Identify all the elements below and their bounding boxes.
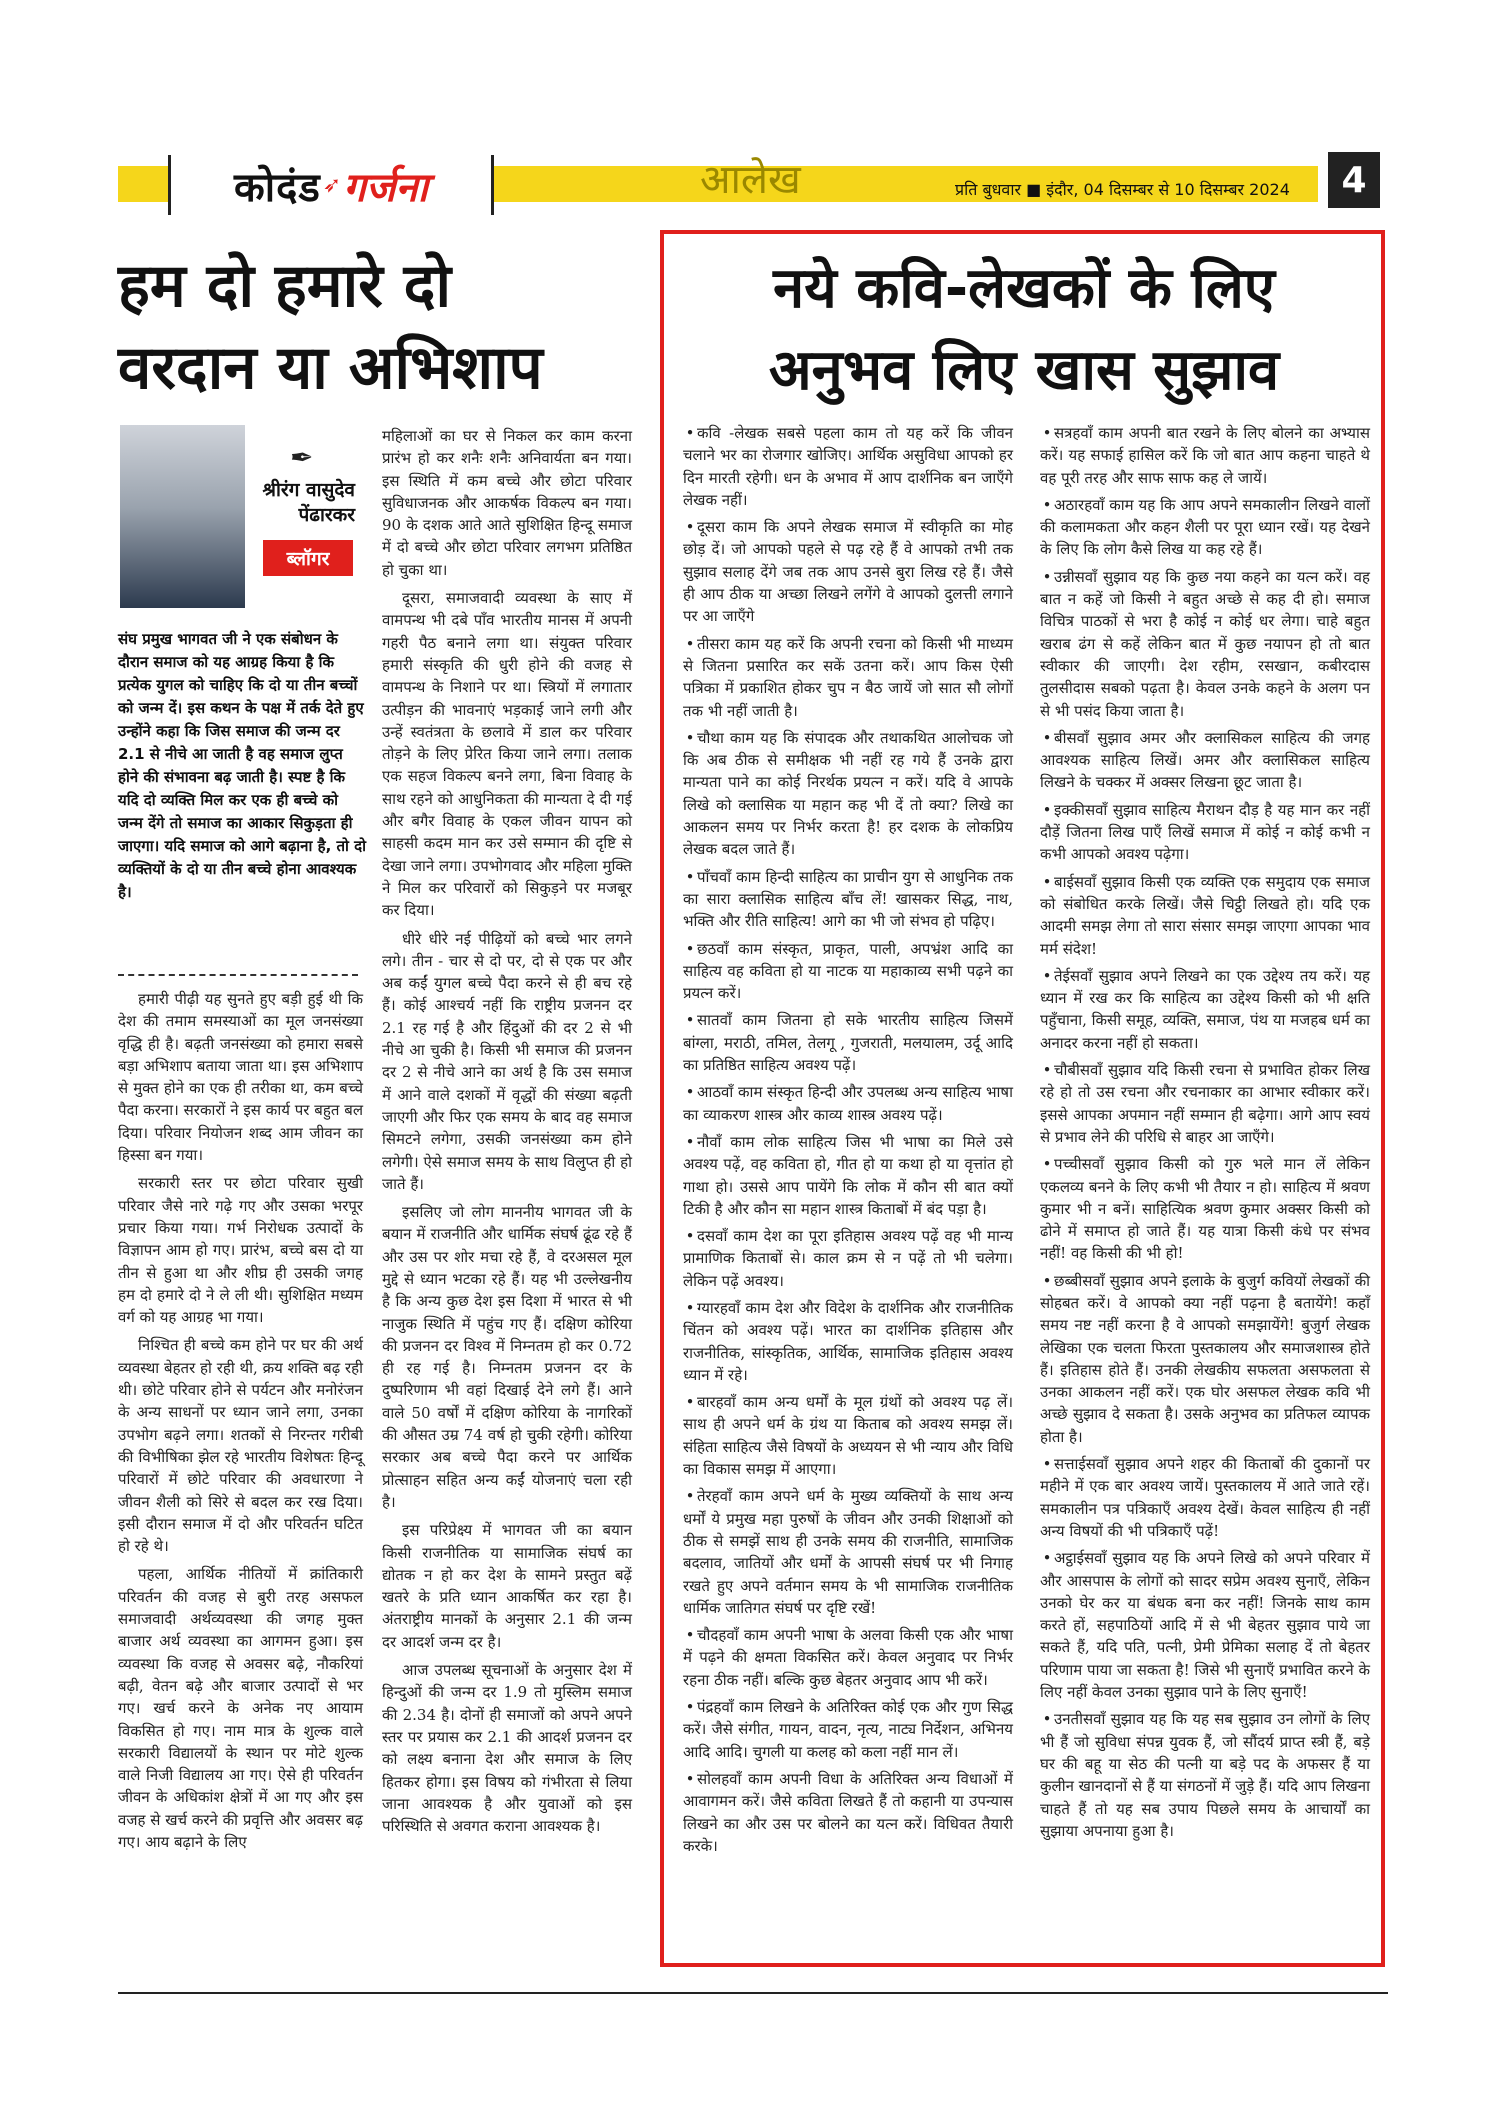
bullet-icon: • xyxy=(685,634,695,653)
section-label: आलेख xyxy=(700,157,801,203)
masthead-word-kodand: कोदंड xyxy=(234,164,321,211)
intro-divider xyxy=(118,974,358,976)
bullet-icon: • xyxy=(1042,1549,1052,1568)
left-article-column-1 xyxy=(118,988,363,1859)
bullet-icon: • xyxy=(1042,872,1052,891)
list-item: • पंद्रहवाँ काम लिखने के अतिरिक्त कोई एक और गुण सिद्ध करें। जैसे संगीत, गायन, वादन, नृत्य, नाट्य निर्देशन, अभिनय आदि आदि। चुगली या कलह को कला नहीं मान लें। xyxy=(683,1698,1013,1761)
list-item: • दसवाँ काम देश का पूरा इतिहास अवश्य पढ़ें वह भी मान्य प्रामाणिक किताबों से। काल क्रम से न पढ़ें तो भी चलेगा। लेकिन पढ़ें अवश्य। xyxy=(683,1227,1013,1290)
right-title-line-2: अनुभव लिए खास सुझाव xyxy=(768,338,1280,403)
left-article-intro: संघ प्रमुख भागवत जी ने एक संबोधन के दौरान समाज को यह आग्रह किया है कि प्रत्येक युगल को चाहिए कि दो या तीन बच्चों को जन्म दें। इस कथन के पक्ष में तर्क देते हुए उन्होंने कहा कि जिस समाज की जन्म दर 2.1 से नीचे आ जाती है वह समाज लुप्त होने की संभावना बढ़ जाती है। स्पष्ट है कि यदि दो व्यक्ति मिल कर एक ही बच्चे को जन्म देंगे तो समाज का आकार सिकुड़ता ही जाएगा। यदि समाज को आगे बढ़ाना है, तो दो व्यक्तियों के दो या तीन बच्चे होना आवश्यक है। xyxy=(118,630,367,901)
bullet-icon: • xyxy=(685,518,695,537)
list-item: • उन्नीसवाँ सुझाव यह कि कुछ नया कहने का यत्न करें। वह बात न कहें जो किसी ने बहुत अच्छे से कह दी हो। समाज विचित्र पाठकों से भरा है कोई न कोई धर लेगा। चाहे बहुत खराब ढंग से कहें लेकिन बात में कुछ नयापन हो तो बात स्वीकार की जाएगी। देश रहीम, रसखान, कबीरदास तुलसीदास सबको पढ़ता है। केवल उनके कहने के अलग पन से भी पसंद किया जाता है। xyxy=(1040,567,1370,720)
list-item: • तीसरा काम यह करें कि अपनी रचना को किसी भी माध्यम से जितना प्रसारित कर सकें उतना करें। आप किस ऐसी पत्रिका में प्रकाशित होकर चुप न बैठ जायें जो सात सौ लोगों तक भी नहीं जाती है। xyxy=(683,634,1013,720)
list-item: • अठारहवाँ काम यह कि आप अपने समकालीन लिखने वालों की कलामकता और कहन शैली पर पूरा ध्यान रखें। यह देखने के लिए कि लोग कैसे लिख या कह रहे हैं। xyxy=(1040,495,1370,559)
paragraph: हमारी पीढ़ी यह सुनते हुए बड़ी हुई थी कि देश की तमाम समस्याओं का मूल जनसंख्या वृद्धि ही है। बढ़ती जनसंख्या को हमारा सबसे बड़ा अभिशाप बताया जाता था। इस अभिशाप से मुक्त होने का एक ही तरीका था, कम बच्चे पैदा करना। सरकारों ने इस कार्य पर बहुत बल दिया। परिवार नियोजन शब्द आम जीवन का हिस्सा बन गया। xyxy=(118,990,363,1165)
bullet-icon: • xyxy=(685,939,695,958)
list-item: • सत्ताईसवाँ सुझाव अपने शहर की किताबों की दुकानों पर महीने में एक बार अवश्य जायें। पुस्तकालय में आते जाते रहें। समकालीन पत्र पत्रिकाएँ अवश्य देखें। केवल साहित्य ही नहीं अन्य विषयों की भी पत्रिकाएँ पढ़ें! xyxy=(1040,1455,1370,1540)
list-item: • बाईसवाँ सुझाव किसी एक व्यक्ति एक समुदाय एक समाज को संबोधित करके लिखें। जैसे चिट्ठी लिखते हो। यदि एक आदमी समझ लेगा तो सारा संसार समझ जाएगा आपका भाव मर्म संदेश! xyxy=(1040,872,1370,958)
masthead-logo xyxy=(168,155,494,215)
bullet-icon: • xyxy=(685,1393,695,1412)
list-item: • सातवाँ काम जितना हो सके भारतीय साहित्य जिसमें बांग्ला, मराठी, तमिल, तेलगू , गुजराती, मलयालम, उर्दू आदि का प्रतिष्ठित साहित्य अवश्य पढ़ें। xyxy=(683,1011,1013,1075)
bullet-icon: • xyxy=(1042,495,1052,514)
list-item: • दूसरा काम कि अपने लेखक समाज में स्वीकृति का मोह छोड़ दें। जो आपको पहले से पढ़ रहे हैं वे आपको तभी तक सुझाव सलाह देंगे जब तक आप उनसे बुरा लिख रहे हैं। जैसे ही आप ठीक या अच्छा लिखने लगेंगे वे आपको दुलत्ती लगाने पर आ जाएँगे xyxy=(683,518,1013,626)
bullet-icon: • xyxy=(1042,1271,1052,1290)
list-item: • आठवाँ काम संस्कृत हिन्दी और उपलब्ध अन्य साहित्य भाषा का व्याकरण शास्त्र और काव्य शास्त्र अवश्य पढ़ें। xyxy=(683,1083,1013,1124)
bullet-icon: • xyxy=(685,1487,695,1506)
paragraph: महिलाओं का घर से निकल कर काम करना प्रारंभ हो कर शनैः शनैः अनिवार्यता बन गया। इस स्थिति में कम बच्चे और छोटा परिवार सुविधाजनक और आकर्षक विकल्प बन गया। 90 के दशक आते आते सुशिक्षित हिन्दू समाज में दो बच्चे और छोटा परिवार लगभग प्रतिष्ठित हो चुका था। xyxy=(382,427,632,579)
right-article-column-1 xyxy=(683,422,1013,1862)
masthead-word-garjana: गर्जना xyxy=(343,164,428,211)
paragraph: निश्चित ही बच्चे कम होने पर घर की अर्थ व्यवस्था बेहतर हो रही थी, क्रय शक्ति बढ़ रही थी। छोटे परिवार होने से पर्यटन और मनोरंजन के अन्य साधनों पर ध्यान जाने लगा, उनका उपभोग बढ़ने लगा। शतकों से निरन्तर गरीबी की विभीषिका झेल रहे भारतीय विशेषतः हिन्दू परिवारों में छोटे परिवार की अवधारणा ने जीवन शैली को सिरे से बदल कर रख दिया। इसी दौरान समाज में दो और परिवर्तन घटित हो रहे थे। xyxy=(118,1336,363,1556)
paragraph: धीरे धीरे नई पीढ़ियों को बच्चे भार लगने लगे। तीन - चार से दो पर, दो से एक पर और अब कईं युगल बच्चे पैदा करने से ही बच रहे हैं। कोई आश्चर्य नहीं कि राष्ट्रीय प्रजनन दर 2.1 रह गई है और हिंदुओं की दर 2 से भी नीचे आ चुकी है। किसी भी समाज की प्रजनन दर 2 से नीचे आने का अर्थ है कि उस समाज में आने वाले दशकों में वृद्धों की संख्या बढ़ती जाएगी और फिर एक समय के बाद वह समाज सिमटने लगेगा, उसकी जनसंख्या कम होने लगेगी। ऐसे समाज समय के साथ विलुप्त ही हो जाते हैं। xyxy=(382,929,632,1193)
paragraph: पहला, आर्थिक नीतियों में क्रांतिकारी परिवर्तन की वजह से बुरी तरह असफल समाजवादी अर्थव्यवस्था की जगह मुक्त बाजार अर्थ व्यवस्था का आगमन हुआ। इस व्यवस्था कि वजह से अवसर बढ़े, नौकरियां बढ़ी, वेतन बढ़े और बाजार उत्पादों से भर गए। खर्च करने के अनेक नए आयाम विकसित हो गए। नाम मात्र के शुल्क वाले सरकारी विद्यालयों के स्थान पर मोटे शुल्क वाले निजी विद्यालय आ गए। ऐसे ही परिवर्तन जीवन के अधिकांश क्षेत्रों में आ गए और इस वजह से खर्च करने की प्रवृत्ति और अवसर बढ़ गए। आय बढ़ाने के लिए xyxy=(118,1565,363,1851)
bullet-icon: • xyxy=(685,1698,695,1717)
dateline: प्रति बुधवार ■ इंदौर, 04 दिसम्बर से 10 दिसम्बर 2024 xyxy=(955,180,1290,199)
list-item: • चौदहवाँ काम अपनी भाषा के अलवा किसी एक और भाषा में पढ़ने की क्षमता विकसित करें। केवल अनुवाद पर निर्भर रहना ठीक नहीं। बल्कि कुछ बेहतर अनुवाद आप भी करें। xyxy=(683,1626,1013,1689)
bullet-icon: • xyxy=(1042,1155,1052,1174)
bullet-icon: • xyxy=(685,1132,695,1151)
paragraph: सरकारी स्तर पर छोटा परिवार सुखी परिवार जैसे नारे गढ़े गए और उसका भरपूर प्रचार किया गया। गर्भ निरोधक उत्पादों के विज्ञापन आम हो गए। प्रारंभ, बच्चे बस दो या तीन से हुआ था और शीघ्र ही उसकी जगह हम दो हमारे दो ने ले ली थी। सुशिक्षित मध्यम वर्ग को यह आग्रह भा गया। xyxy=(118,1174,363,1327)
left-article-title xyxy=(118,245,648,409)
list-item: • पच्चीसवाँ सुझाव किसी को गुरु भले मान लें लेकिन एकलव्य बनने के लिए कभी भी तैयार न हो। साहित्य में श्रवण कुमार भी न बनें। साहित्यिक श्रवण कुमार अक्सर किसी को ढोने में समाप्त हो जाते हैं। यह यात्रा किसी कंधे पर संभव नहीं! वह किसी की भी हो! xyxy=(1040,1155,1370,1263)
bullet-icon: • xyxy=(1042,800,1052,819)
page-number: 4 xyxy=(1328,152,1380,208)
paragraph: दूसरा, समाजवादी व्यवस्था के साए में वामपन्थ भी दबे पाँव भारतीय मानस में अपनी गहरी पैठ बनाने लगा था। संयुक्त परिवार हमारी संस्कृति की धुरी होने की वजह से वामपन्थ के निशाने पर था। स्त्रियों में लगातार उत्पीड़न की भावनाएं भड़काई जाने लगी और उन्हें स्वतंत्रता के छलावे में डाल कर परिवार तोड़ने के लिए प्रेरित किया जाने लगा। तलाक एक सहज विकल्प बनने लगा, बिना विवाह के साथ रहने को आधुनिकता की मान्यता दे दी गई और बगैर विवाह के एकल जीवन यापन को साहसी कदम मान कर उसे सम्मान की दृष्टि से देखा जाने लगा। उपभोगवाद और महिला मुक्ति ने मिल कर परिवारों को सिकुड़ने पर मजबूर कर दिया। xyxy=(382,589,632,920)
list-item: • ग्यारहवाँ काम देश और विदेश के दार्शनिक और राजनीतिक चिंतन को अवश्य पढ़ें। भारत का दार्शनिक इतिहास और राजनीतिक, सांस्कृतिक, आर्थिक, सामाजिक इतिहास अवश्य ध्यान में रहे। xyxy=(683,1298,1013,1384)
bullet-icon: • xyxy=(1042,424,1052,442)
list-item: • अट्ठाईसवाँ सुझाव यह कि अपने लिखे को अपने परिवार में और आसपास के लोगों को सादर सप्रेम अवश्य सुनाएँ, लेकिन उनको घेर कर या बंधक बना कर नहीं! जिनके साथ काम करते हों, सहपाठियों आदि में से भी बेहतर सुझाव पाये जा सकते हैं, यदि पति, पत्नी, प्रेमी प्रेमिका सलाह दें तो बेहतर परिणाम पाया जा सकता है! जिसे भी सुनाएँ प्रभावित करने के लिए नहीं केवल उनका सुझाव पाने के लिए सुनाएँ! xyxy=(1040,1549,1370,1702)
bullet-icon: • xyxy=(685,1011,695,1030)
author-badge: ब्लॉगर xyxy=(263,540,353,576)
author-name: श्रीरंग वासुदेव पेंढारकर xyxy=(262,479,355,526)
bullet-icon: • xyxy=(685,867,695,886)
pen-nib-icon: ✒ xyxy=(290,441,314,474)
paragraph: इस परिप्रेक्ष्य में भागवत जी का बयान किसी राजनीतिक या सामाजिक संघर्ष का द्योतक न हो कर देश के सामने प्रस्तुत बढ़ें खतरे के प्रति ध्यान आकर्षित कर रहा है। अंतराष्ट्रीय मानकों के अनुसार 2.1 की जन्म दर आदर्श जन्म दर है। xyxy=(382,1521,632,1651)
right-article-title xyxy=(665,248,1383,412)
bullet-icon: • xyxy=(1042,966,1052,985)
bullet-icon: • xyxy=(685,1769,695,1788)
list-item: • छठवाँ काम संस्कृत, प्राकृत, पाली, अपभ्रंश आदि का साहित्य वह कविता हो या नाटक या महाकाव्य सभी पढ़ने का प्रयत्न करें। xyxy=(683,939,1013,1003)
list-item: • बारहवाँ काम अन्य धर्मों के मूल ग्रंथों को अवश्य पढ़ लें। साथ ही अपने धर्म के ग्रंथ या किताब को अवश्य समझ लें। संहिता साहित्य जैसे विषयों के अध्ययन से भी न्याय और विधि का विकास समझ में आएगा। xyxy=(683,1393,1013,1479)
bullet-icon: • xyxy=(685,1298,695,1317)
bullet-icon: • xyxy=(1042,567,1052,586)
bullet-icon: • xyxy=(1042,1455,1052,1474)
left-title-line-2: वरदान या अभिशाप xyxy=(118,333,543,403)
list-item: • सत्रहवाँ काम अपनी बात रखने के लिए बोलने का अभ्यास करें। यह सफाई हासिल करें कि जो बात आप कहना चाहते थे वह पूरी तरह और साफ साफ कह ले जायें। xyxy=(1040,424,1370,487)
paragraph: आज उपलब्ध सूचनाओं के अनुसार देश में हिन्दुओं की जन्म दर 1.9 तो मुस्लिम समाज की 2.34 है। दोनों ही समाजों को अपने अपने स्तर पर प्रयास कर 2.1 की आदर्श प्रजनन दर को लक्ष्य बनाना देश और समाज के लिए हितकर होगा। इस विषय को गंभीरता से लिया जाना आवश्यक है और युवाओं को इस परिस्थिति से अवगत कराना आवश्यक है। xyxy=(382,1661,632,1836)
list-item: • इक्कीसवाँ सुझाव साहित्य मैराथन दौड़ है यह मान कर नहीं दौड़ें जितना लिख पाएँ लिखें समाज में कोई न कोई कभी न कभी आपको अवश्य पढ़ेगा। xyxy=(1040,800,1370,864)
footer-rule xyxy=(118,1992,1388,1994)
paragraph: इसलिए जो लोग माननीय भागवत जी के बयान में राजनीति और धार्मिक संघर्ष ढूंढ रहे हैं और उस पर शोर मचा रहे हैं, वे दरअसल मूल मुद्दे से ध्यान भटका रहे हैं। यह भी उल्लेखनीय है कि अन्य कुछ देश इस दिशा में भारत से भी नाजुक स्थिति में पहुंच गए हैं। दक्षिण कोरिया की प्रजनन दर विश्व में निम्नतम हो कर 0.72 ही रह गई है। निम्नतम प्रजनन दर के दुष्परिणाम भी वहां दिखाई देने लगे हैं। आने वाले 50 वर्षों में दक्षिण कोरिया के नागरिकों की औसत उम्र 74 वर्ष हो चुकी रहेगी। कोरिया सरकार अब बच्चे पैदा करने पर आर्थिक प्रोत्साहन सहित अन्य कईं योजनाएं चला रही है। xyxy=(382,1203,632,1511)
list-item: • चौथा काम यह कि संपादक और तथाकथित आलोचक जो कि अब ठीक से समीक्षक भी नहीं रह गये हैं उनके द्वारा मान्यता पाने का कोई निरर्थक प्रयत्न न करें। यदि वे आपके लिखे को क्लासिक या महान कह भी दें तो क्या? लिखे का आकलन समय पर निर्भर करता है! हर दशक के लोकप्रिय लेखक बदल जाते हैं। xyxy=(683,728,1013,859)
list-item: • उनतीसवाँ सुझाव यह कि यह सब सुझाव उन लोगों के लिए भी हैं जो सुविधा संपन्न युवक हैं, जो सौंदर्य प्राप्त स्त्री हैं, बड़े घर की बहू या सेठ की पत्नी या बड़े पद के अफसर हैं या कुलीन खानदानों से हैं या संगठनों में जुड़े हैं। यदि आप लिखना चाहते हैं तो यह सब उपाय पिछले समय के आचार्यों का सुझाया अपनाया हुआ है। xyxy=(1040,1710,1370,1840)
list-item: • चौबीसवाँ सुझाव यदि किसी रचना से प्रभावित होकर लिख रहे हो तो उस रचना और रचनाकार का आभार स्वीकार करें। इससे आपका अपमान नहीं सम्मान ही बढ़ेगा। आगे आप स्वयं से प्रभाव लेने की परिधि से बाहर आ जाएँगे। xyxy=(1040,1061,1370,1146)
bullet-icon: • xyxy=(1042,728,1052,747)
right-title-line-1: नये कवि-लेखकों के लिए xyxy=(773,256,1275,321)
list-item: • तेरहवाँ काम अपने धर्म के मुख्य व्यक्तियों के साथ अन्य धर्मों ये प्रमुख महा पुरुषों के जीवन और उनकी शिक्षाओं को ठीक से समझें साथ ही उनके समय की राजनीति, सामाजिक बदलाव, जातियों और धर्मों के आपसी संघर्ष पर भी निगाह रखते हुए अपने वर्तमान समय के भी सामाजिक राजनीतिक धार्मिक जातिगत संघर्ष पर दृष्टि रखें! xyxy=(683,1487,1013,1617)
list-item: • तेईसवाँ सुझाव अपने लिखने का एक उद्देश्य तय करें। यह ध्यान में रख कर कि साहित्य का उद्देश्य किसी को भी क्षति पहुँचाना, किसी समूह, व्यक्ति, समाज, पंथ या मजहब धर्म का अनादर करना नहीं हो सकता। xyxy=(1040,966,1370,1052)
bullet-icon: • xyxy=(1042,1710,1052,1729)
list-item: • सोलहवाँ काम अपनी विधा के अतिरिक्त अन्य विधाओं में आवागमन करें। जैसे कविता लिखते हैं तो कहानी या उपन्यास लिखने का और उस पर बोलने का यत्न करें। विधिवत तैयारी करके। xyxy=(683,1769,1013,1855)
list-item: • छब्बीसवाँ सुझाव अपने इलाके के बुजुर्ग कवियों लेखकों की सोहबत करें। वे आपको क्या नहीं पढ़ना है बतायेंगे! कहाँ समय नष्ट नहीं करना है वे आपको समझायेंगे! बुजुर्ग लेखक लेखिका एक चलता फिरता पुस्तकालय और समाजशास्त्र होते हैं। इतिहास होते हैं। उनकी लेखकीय सफलता असफलता से उनका आकलन नहीं करें। एक घोर असफल लेखक कवि भी अच्छे सुझाव दे सकता है। उसके अनुभव का प्रतिफल व्यापक होता है। xyxy=(1040,1271,1370,1446)
list-item: • पाँचवाँ काम हिन्दी साहित्य का प्राचीन युग से आधुनिक तक का सारा क्लासिक साहित्य बाँच लें! खासकर सिद्ध, नाथ, भक्ति और रीति साहित्य! आगे का भी जो संभव हो पढ़िए। xyxy=(683,867,1013,931)
bullet-icon: • xyxy=(685,1227,695,1246)
bullet-icon: • xyxy=(685,1626,695,1645)
left-title-line-1: हम दो हमारे दो xyxy=(118,251,452,321)
arrow-icon: ➶ xyxy=(322,172,342,198)
list-item: • नौवाँ काम लोक साहित्य जिस भी भाषा का मिले उसे अवश्य पढ़ें, वह कविता हो, गीत हो या कथा हो या वृत्तांत हो गाथा हो। उससे आप पायेंगे कि लोक में कौन सी बात क्यों टिकी है और कौन सा महान शास्त्र किताबों में बंद पड़ा है। xyxy=(683,1132,1013,1218)
author-photo xyxy=(120,425,245,608)
list-item: • कवि -लेखक सबसे पहला काम तो यह करें कि जीवन चलाने भर का रोजगार खोजिए। आर्थिक असुविधा आपको हर दिन मारती रहेगी। धन के अभाव में आप दार्शनिक बन जाएँगे लेखक नहीं। xyxy=(683,424,1013,509)
bullet-icon: • xyxy=(685,728,695,747)
bullet-icon: • xyxy=(1042,1061,1052,1080)
bullet-icon: • xyxy=(685,424,695,442)
bullet-icon: • xyxy=(685,1083,695,1102)
right-article-column-2 xyxy=(1040,422,1370,1847)
list-item: • बीसवाँ सुझाव अमर और क्लासिकल साहित्य की जगह आवश्यक साहित्य लिखें। अमर और क्लासिकल साहित्य लिखने के चक्कर में अक्सर लिखना छूट जाता है। xyxy=(1040,728,1370,792)
left-article-column-2 xyxy=(382,425,632,1843)
